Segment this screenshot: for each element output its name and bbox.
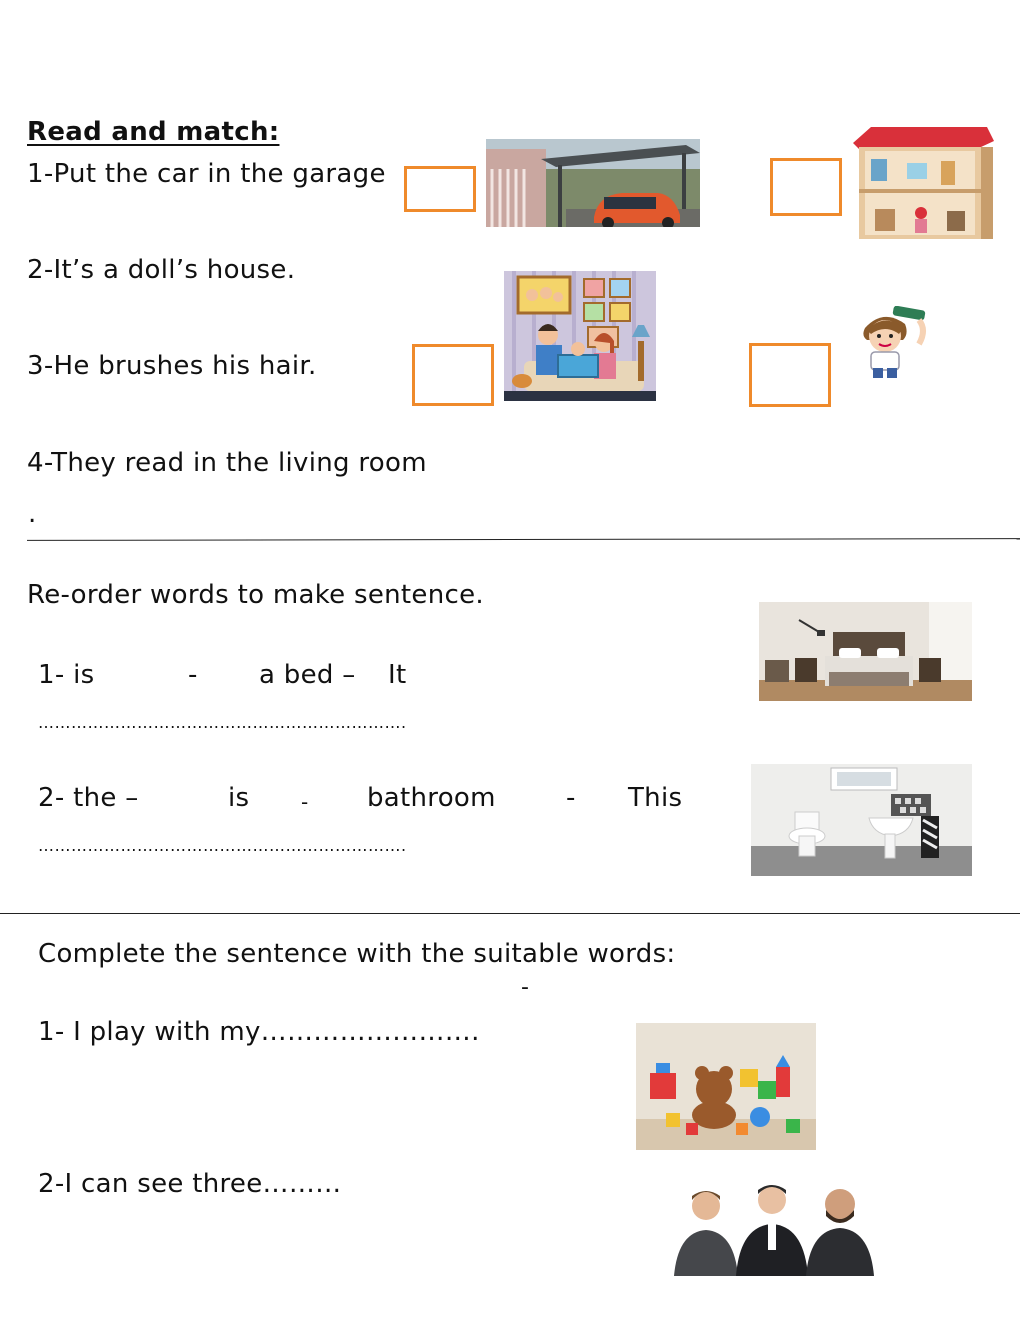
bathroom-picture bbox=[751, 764, 972, 876]
sentence-2: 2-It’s a doll’s house. bbox=[27, 255, 296, 285]
section3-title: Complete the sentence with the suitable words: bbox=[38, 939, 676, 969]
section1-title: Read and match: bbox=[27, 117, 280, 147]
q1-answer-line[interactable]: …………………………………………………………. bbox=[38, 713, 407, 732]
section2-title: Re-order words to make sentence. bbox=[27, 580, 484, 610]
divider-1 bbox=[27, 538, 1020, 541]
q1-dash: - bbox=[188, 660, 198, 690]
match-box-3[interactable] bbox=[412, 344, 494, 406]
complete-q1: 1- I play with my……………………. bbox=[38, 1017, 480, 1047]
q2-answer-line[interactable]: …………………………………………………………. bbox=[38, 836, 407, 855]
q1-word-is: 1- is bbox=[38, 660, 95, 690]
dolls-house-picture bbox=[851, 125, 995, 243]
toys-picture bbox=[636, 1023, 816, 1150]
family-reading-picture bbox=[504, 271, 656, 401]
bedroom-picture bbox=[759, 602, 972, 701]
boy-brushing-hair-picture bbox=[835, 306, 935, 382]
q2-word-the: 2- the – bbox=[38, 783, 139, 813]
sentence-1: 1-Put the car in the garage bbox=[27, 159, 386, 189]
match-box-2[interactable] bbox=[770, 158, 842, 216]
q2-word-this: This bbox=[628, 783, 683, 813]
q2-dash-2: - bbox=[566, 783, 576, 813]
stray-dash: - bbox=[521, 975, 530, 1000]
three-men-picture bbox=[660, 1180, 892, 1276]
match-box-4[interactable] bbox=[749, 343, 831, 407]
match-box-1[interactable] bbox=[404, 166, 476, 212]
divider-2 bbox=[0, 913, 1020, 914]
q2-dash-1: - bbox=[301, 790, 309, 814]
sentence-4: 4-They read in the living room bbox=[27, 448, 427, 478]
q2-word-is: is bbox=[228, 783, 250, 813]
stray-dot: . bbox=[28, 499, 37, 529]
q1-word-it: It bbox=[388, 660, 407, 690]
q2-word-bathroom: bathroom bbox=[367, 783, 496, 813]
q1-word-a-bed: a bed – bbox=[259, 660, 356, 690]
sentence-3: 3-He brushes his hair. bbox=[27, 351, 317, 381]
garage-picture bbox=[486, 139, 700, 227]
complete-q2: 2-I can see three……… bbox=[38, 1169, 342, 1199]
